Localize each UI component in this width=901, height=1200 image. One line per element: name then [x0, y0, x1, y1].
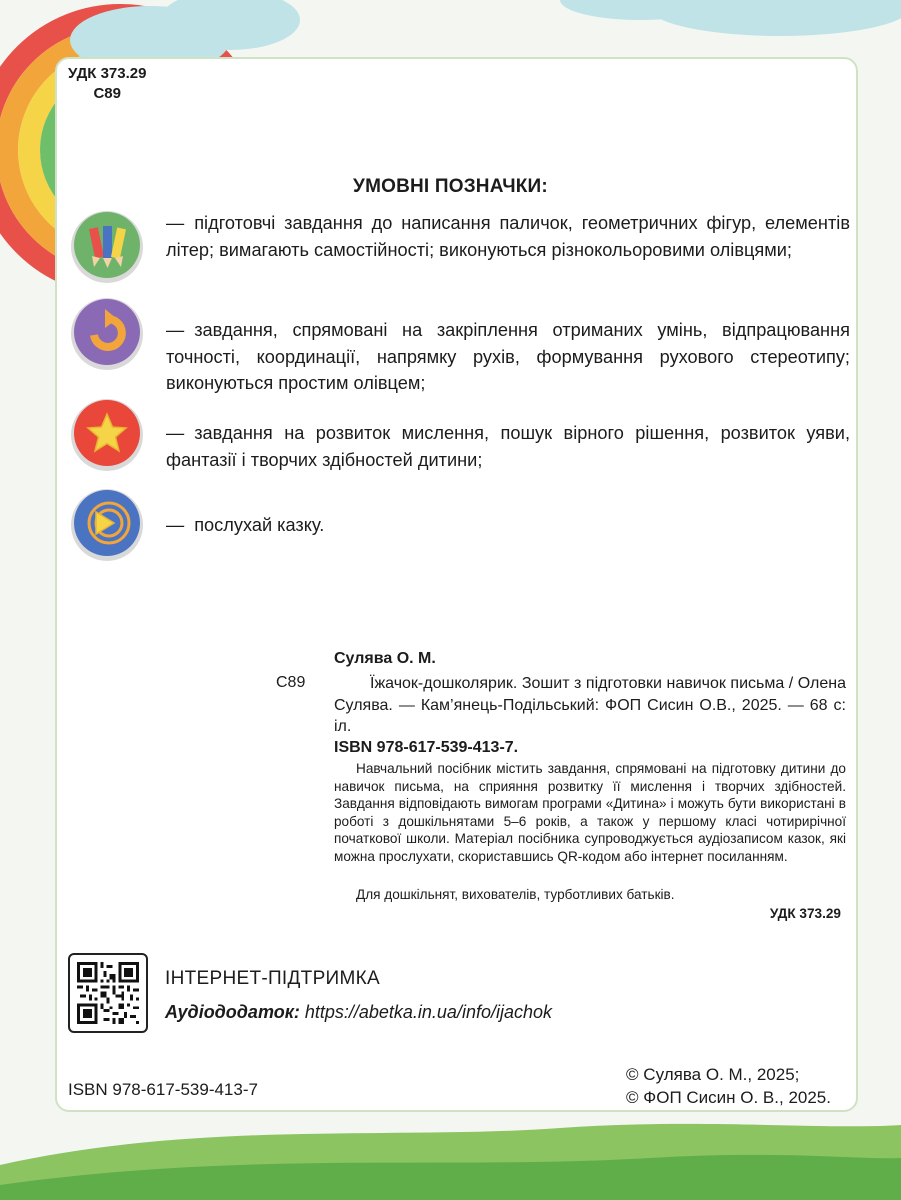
legend-dash: —	[166, 213, 185, 233]
audio-addon-link[interactable]: https://abetka.in.ua/info/ijachok	[304, 1002, 553, 1022]
internet-support-title: ІНТЕРНЕТ-ПІДТРИМКА	[165, 968, 380, 989]
legend-description: завдання, спрямовані на закріплення отриманих умінь, відпрацювання точності, координації, напрямку рухів, формування рухового стереотипу; виконуються простим олівцем;	[166, 320, 850, 393]
footer-isbn: ISBN 978-617-539-413-7	[68, 1080, 258, 1099]
repeat-arrow-icon	[70, 297, 144, 371]
catalog-annotation: Навчальний посібник містить завдання, спрямовані на підготовку дитини до навичок письма, на сприяння розвитку її мислення і творчих здібностей. Завдання відповідають вимогам програми «Дитина» і можуть бути використані в роботі з дошкільнятами 5–6 років, а також у першому класі чотирирічної початкової школи. Матеріал посібника супроводжується аудіозаписом казок, які можна прослухати, скориставшись QR-кодом або інтернет посиланням.	[334, 761, 846, 864]
legend-description: підготовчі завдання до написання паличок, геометричних фігур, елементів літер; вимагають самостійності; виконуються різнокольоровими олівцями;	[166, 213, 850, 260]
legend-dash: —	[166, 515, 185, 535]
legend-description: завдання на розвиток мислення, пошук вірного рішення, розвиток уяви, фантазії і творчих здібностей дитини;	[166, 423, 850, 470]
star-icon	[70, 398, 144, 472]
audio-addon-label: Аудіододаток:	[165, 1002, 300, 1022]
catalog-audience: Для дошкільнят, вихователів, турботливих батьків.	[356, 887, 675, 902]
qr-code[interactable]	[68, 953, 148, 1033]
catalog-author: Сулява О. М.	[334, 650, 436, 667]
legend-description: послухай казку.	[194, 515, 325, 535]
copyright-publisher: © ФОП Сисин О. В., 2025.	[626, 1088, 831, 1107]
legend-title: УМОВНІ ПОЗНАЧКИ:	[353, 176, 548, 197]
legend-text	[166, 210, 850, 263]
legend-text	[166, 420, 850, 473]
legend-dash: —	[166, 423, 185, 443]
legend-text	[166, 317, 850, 397]
catalog-udk: УДК 373.29	[769, 906, 841, 921]
legend-text	[166, 512, 850, 539]
udk-code: УДК 373.29	[68, 65, 147, 82]
copyright-author: © Сулява О. М., 2025;	[626, 1065, 800, 1084]
udk-header	[68, 64, 146, 104]
pencils-icon	[70, 210, 144, 284]
catalog-description: Їжачок-дошколярик. Зошит з підготовки навичок письма / Олена Сулява. — Кам’янець-Подільський: ФОП Сисин О.В., 2025. — 68 с: іл.	[334, 675, 846, 735]
legend-dash: —	[166, 320, 185, 340]
audio-addon-line	[165, 1002, 552, 1023]
audio-play-icon	[70, 488, 144, 562]
udk-classmark: С89	[93, 85, 121, 102]
hills-art	[0, 1124, 901, 1200]
qr-code-icon	[77, 962, 139, 1024]
copyright-block	[626, 1063, 831, 1109]
catalog-isbn: ISBN 978-617-539-413-7.	[334, 739, 519, 756]
catalog-code: С89	[276, 674, 306, 691]
